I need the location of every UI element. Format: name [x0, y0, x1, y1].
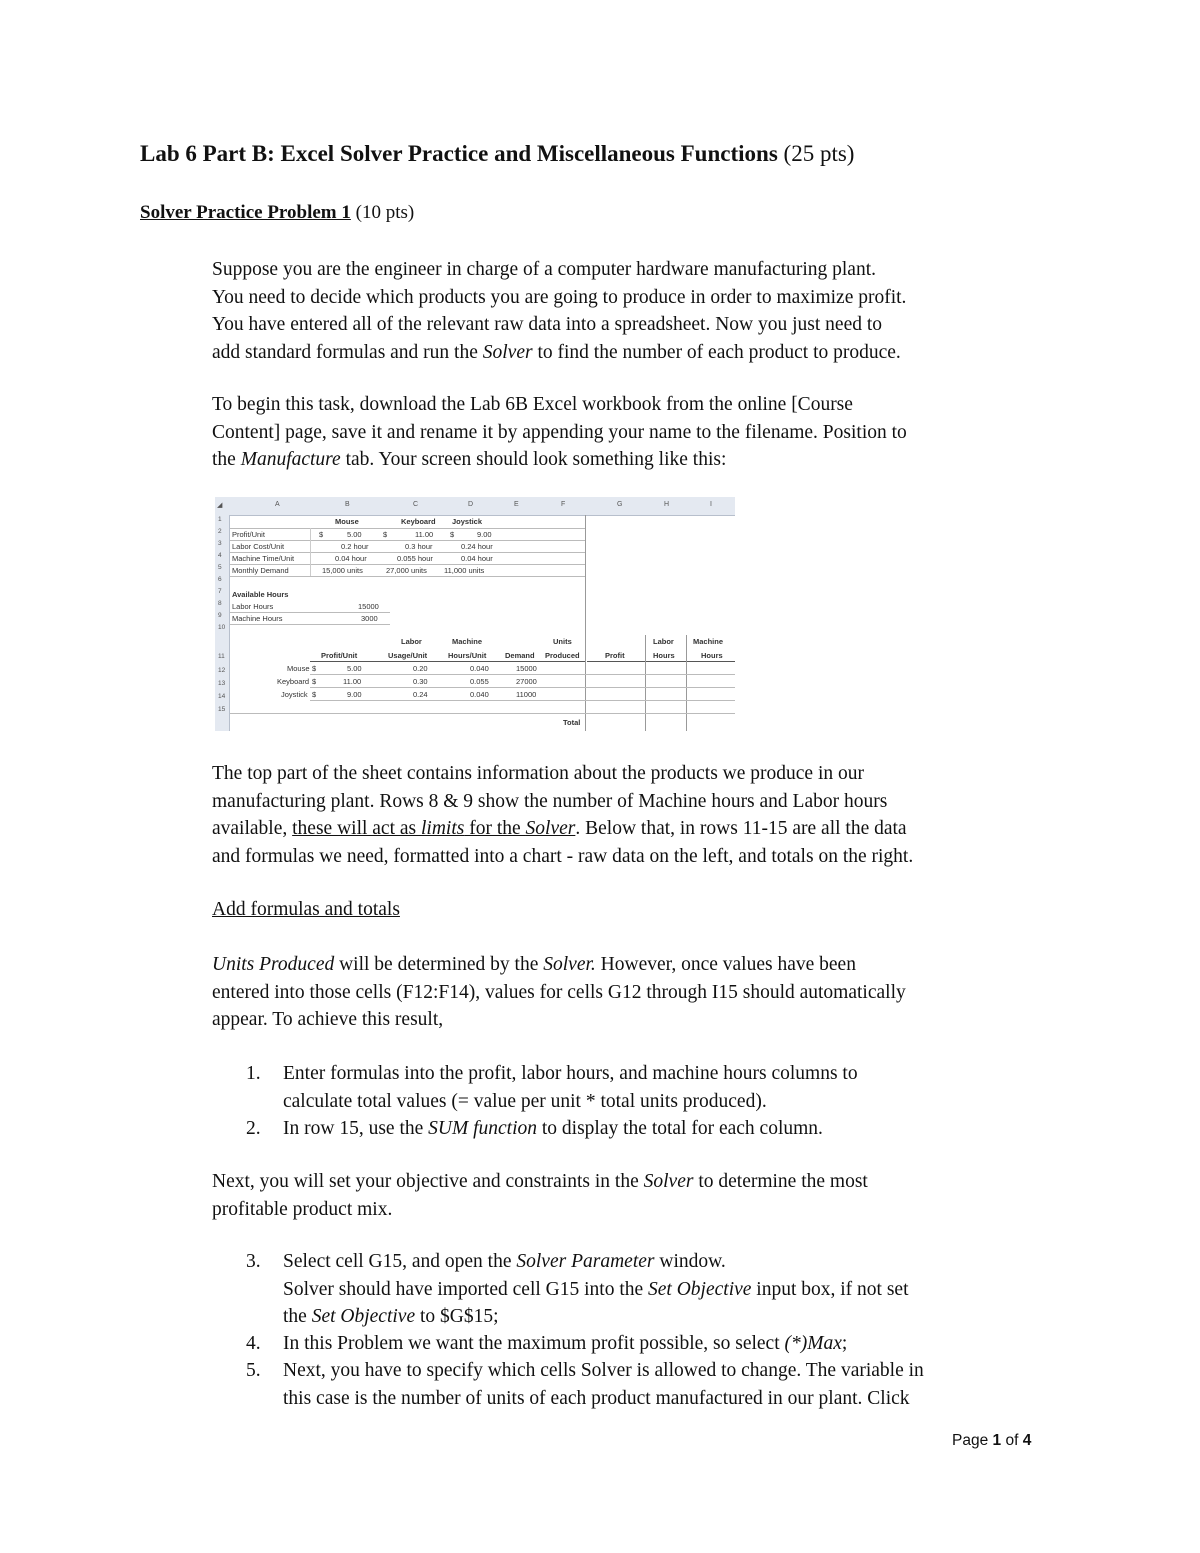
text-line: Enter formulas into the profit, labor hours, and machine hours columns to	[283, 1063, 858, 1084]
cell: $	[383, 530, 388, 539]
row-num: 9	[218, 612, 222, 619]
cell: $	[312, 664, 317, 673]
row-num: 11	[218, 653, 225, 660]
cell: 3000	[361, 614, 378, 623]
cell: 11.00	[343, 677, 362, 686]
grid-line	[230, 713, 735, 714]
text-line: entered into those cells (F12:F14), values for cells G12 through I15 should automatically	[212, 981, 906, 1003]
cell: 0.24	[413, 690, 428, 699]
grid-line	[230, 540, 585, 541]
cell-label: Profit/Unit	[232, 530, 265, 539]
text-line: Solver should have imported cell G15 into the Set Objective input box, if not set	[283, 1278, 909, 1300]
text-line: Suppose you are the engineer in charge of a computer hardware manufacturing plant.	[212, 259, 877, 280]
hdr: Labor	[401, 637, 422, 646]
cell-label: Keyboard	[277, 677, 310, 686]
cell-label: Machine Hours	[232, 614, 283, 623]
row-headers	[215, 515, 230, 731]
cell: 0.055 hour	[397, 554, 433, 563]
grid-line	[230, 528, 585, 529]
units-paragraph	[212, 951, 1092, 1034]
header-mouse: Mouse	[335, 517, 359, 526]
text-line: You have entered all of the relevant raw data into a spreadsheet. Now you just need to	[212, 314, 883, 335]
row-num: 15	[218, 706, 226, 713]
page-footer: Page 1 of 4	[952, 1432, 1032, 1449]
cell-label: Labor Hours	[232, 602, 274, 611]
text-line: calculate total values (= value per unit * total units produced).	[283, 1090, 767, 1112]
begin-paragraph	[212, 391, 1092, 474]
grid-line	[310, 528, 311, 576]
cell: 5.00	[347, 664, 362, 673]
text-line: Select cell G15, and open the Solver Parameter window.	[283, 1251, 726, 1272]
add-formulas-heading	[212, 896, 1092, 924]
list-number: 3.	[246, 1251, 261, 1272]
cell: 9.00	[347, 690, 362, 699]
cell: 15000	[358, 602, 379, 611]
page-title	[140, 141, 854, 167]
text-line: In row 15, use the SUM function to display the total for each column.	[283, 1118, 823, 1139]
list-number: 5.	[246, 1360, 261, 1381]
text-line: profitable product mix.	[212, 1198, 393, 1220]
total-label: Total	[563, 718, 581, 727]
text-line: Units Produced will be determined by the Solver. However, once values have been	[212, 954, 856, 975]
text-line: Next, you have to specify which cells Solver is allowed to change. The variable in	[283, 1360, 924, 1381]
text-line: and formulas we need, formatted into a chart - raw data on the left, and totals on the right.	[212, 845, 914, 867]
cell: 0.04 hour	[461, 554, 493, 563]
grid-line	[230, 624, 390, 625]
grid-line	[310, 674, 735, 675]
col-header-g: G	[617, 501, 623, 508]
cell-label: Available Hours	[232, 590, 289, 599]
table-border	[686, 635, 687, 731]
row-num: 4	[218, 552, 222, 559]
cell: 11.00	[415, 530, 434, 539]
intro-paragraph	[212, 256, 1092, 366]
cell-label: Labor Cost/Unit	[232, 542, 285, 551]
grid-line	[310, 687, 735, 688]
text-line: In this Problem we want the maximum profit possible, so select (*)Max;	[283, 1333, 848, 1354]
cell: 11000	[516, 690, 537, 699]
row-num: 10	[218, 624, 226, 631]
row-num: 12	[218, 667, 226, 674]
grid-line	[585, 515, 586, 635]
text-line: manufacturing plant. Rows 8 & 9 show the number of Machine hours and Labor hours	[212, 790, 888, 812]
cell: 0.040	[470, 690, 489, 699]
spreadsheet-screenshot	[215, 497, 735, 731]
text-line: add standard formulas and run the Solver to find the number of each product to produce.	[212, 341, 901, 363]
cell: 27000	[516, 677, 537, 686]
table-border	[645, 635, 646, 731]
hdr: Hours	[701, 651, 723, 660]
cell: 15,000 units	[322, 566, 363, 575]
text-line: The top part of the sheet contains information about the products we produce in our	[212, 763, 864, 784]
text-line: this case is the number of units of each product manufactured in our plant. Click	[283, 1387, 910, 1409]
col-header-a: A	[275, 501, 280, 508]
cell: 0.20	[413, 664, 428, 673]
corner: ◢	[217, 502, 223, 509]
col-header-h: H	[664, 501, 670, 508]
hdr: Produced	[545, 651, 580, 660]
cell-label: Machine Time/Unit	[232, 554, 295, 563]
problem-heading	[140, 202, 414, 224]
next-paragraph	[212, 1168, 1092, 1223]
cell: 0.30	[413, 677, 428, 686]
title-text: Lab 6 Part B: Excel Solver Practice and Miscellaneous Functions	[140, 141, 778, 166]
hdr: Machine	[452, 637, 483, 646]
col-header-e: E	[514, 501, 519, 508]
column-headers	[215, 497, 735, 516]
table-border	[585, 635, 586, 731]
cell: 0.055	[470, 677, 489, 686]
row-num: 14	[218, 693, 226, 700]
row-num: 7	[218, 588, 222, 595]
cell: $	[450, 530, 455, 539]
row-num: 3	[218, 540, 222, 547]
problem-heading-text: Solver Practice Problem 1	[140, 202, 351, 223]
cell: 9.00	[477, 530, 492, 539]
hdr: Units	[553, 637, 572, 646]
cell-label: Joystick	[281, 690, 308, 699]
hdr: Labor	[653, 637, 674, 646]
row-num: 13	[218, 680, 226, 687]
cell: $	[312, 690, 317, 699]
text-line: the Manufacture tab. Your screen should look something like this:	[212, 449, 727, 470]
col-header-d: D	[468, 501, 474, 508]
row-num: 1	[218, 516, 222, 523]
row-num: 6	[218, 576, 222, 583]
text-line: the Set Objective to $G$15;	[283, 1306, 499, 1327]
grid-line	[230, 576, 585, 577]
grid-line	[230, 552, 585, 553]
header-joystick: Joystick	[452, 517, 483, 526]
hdr: Hours	[653, 651, 675, 660]
row-num: 8	[218, 600, 222, 607]
cell-label: Mouse	[287, 664, 310, 673]
hdr: Usage/Unit	[388, 651, 428, 660]
cell: 0.04 hour	[335, 554, 367, 563]
col-header-f: F	[561, 501, 566, 508]
col-header-b: B	[345, 501, 350, 508]
row-num: 5	[218, 564, 222, 571]
col-header-c: C	[413, 501, 419, 508]
cell: 0.24 hour	[461, 542, 493, 551]
text-line: available, these will act as limits for the Solver. Below that, in rows 11-15 are all the data	[212, 818, 907, 839]
grid-line	[230, 564, 585, 565]
grid-line	[310, 700, 735, 701]
cell: 0.2 hour	[341, 542, 369, 551]
text-line: appear. To achieve this result,	[212, 1009, 444, 1030]
top-part-paragraph	[212, 760, 1092, 870]
cell-label: Monthly Demand	[232, 566, 289, 575]
cell: 15000	[516, 664, 537, 673]
header-underline	[587, 661, 735, 662]
cell: 5.00	[347, 530, 362, 539]
hdr: Demand	[505, 651, 535, 660]
hdr: Profit	[605, 651, 625, 660]
title-points: (25 pts)	[783, 141, 855, 166]
hdr: Machine	[693, 637, 724, 646]
cell: 11,000 units	[444, 566, 485, 575]
header-underline	[310, 661, 585, 662]
cell: 27,000 units	[386, 566, 427, 575]
list-number: 4.	[246, 1333, 261, 1354]
list-number: 1.	[246, 1063, 261, 1084]
text-line: To begin this task, download the Lab 6B Excel workbook from the online [Course	[212, 394, 853, 415]
problem-points: (10 pts)	[355, 202, 415, 223]
cell: 0.3 hour	[405, 542, 433, 551]
text-line: Next, you will set your objective and constraints in the Solver to determine the most	[212, 1171, 868, 1192]
header-keyboard: Keyboard	[401, 517, 436, 526]
cell: 0.040	[470, 664, 489, 673]
cell: $	[312, 677, 317, 686]
hdr: Hours/Unit	[448, 651, 487, 660]
hdr: Profit/Unit	[321, 651, 358, 660]
row-num: 2	[218, 528, 222, 535]
section-heading: Add formulas and totals	[212, 899, 400, 920]
grid-line	[230, 612, 390, 613]
col-header-i: I	[710, 501, 712, 508]
cell: $	[319, 530, 324, 539]
text-line: Content] page, save it and rename it by appending your name to the filename. Position to	[212, 421, 907, 443]
text-line: You need to decide which products you are going to produce in order to maximize profit.	[212, 286, 907, 308]
list-number: 2.	[246, 1118, 261, 1139]
